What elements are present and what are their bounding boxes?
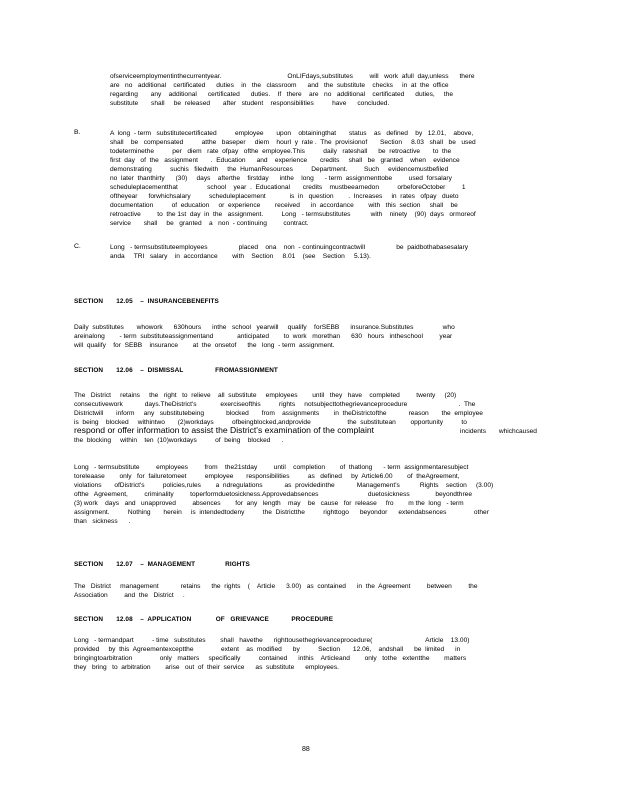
text-line: Long - termsubstitute employees from the21stday until completion of thatlong - term assignmentaresubject [74,464,469,471]
text-line: Long - termandpart - time substitutes shall havethe righttousethegrievanceprocedure( Article 13.00) [74,637,470,644]
text-line: they bring to arbitration arise out of their service as substitute employees. [74,664,339,671]
section-heading: SECTION 12.08 – APPLICATION OF GRIEVANCE PROCEDURE [74,616,334,623]
text-line: A long - term substitutecertificated employee upon obtainingthat status as defined by 12.01, above, [110,130,474,137]
text-line: The District management retains the rights ( Article 3.00) as contained in the Agreement between the [74,583,478,590]
text-line: consecutivework days.TheDistrict's exerciseofthis rights notsubjecttothegrievanceprocedure . The [74,401,476,408]
text-line: no later thanthirty (30) days afterthe firstday inthe long - term assignmenttobe used forsalary [110,175,452,182]
text-line: The District retains the right to relieve all substitute employees until they have completed twenty (20) [74,392,457,399]
text-line: will qualify for SEBB insurance at the onsetof the long - term assignment. [74,342,335,349]
page-number: 88 [302,746,310,753]
text-line: scheduleplacementthat school year . Educational credits mustbeearnedon orbeforeOctober 1 [110,184,466,191]
text-line: incidents whichcaused [460,428,537,435]
text-line: Districtwill inform any substitutebeing blocked from assignments in theDistrictofthe reason the employee [74,410,483,417]
text-line: regarding any additional certificated duties. If there are no additional certificated duties, the [110,91,454,98]
text-line: shall be compensated atthe baseper diem hourl y rate . The provisionof Section 8.03 shall be used [110,139,476,146]
text-line: is being blocked withintwo (2)workdays ofbeingblocked,andprovide the substitutean opportunity to [74,419,467,426]
text-line: respond or offer information to assist the District's examination of the complaint [74,425,375,435]
text-line: Daily substitutes whowork 630hours inthe school yearwill qualify forSEBB insurance.Substitutes who [74,324,455,331]
text-line: provided by this Agreementexceptthe extent as modified by Section 12.06, andshall be limited in [74,646,461,653]
text-line: demonstrating suchis filedwith the HumanResources Department. Such evidencemustbefiled [110,166,449,173]
text-line: assignment. Nothing herein is intendedtodeny the Districtthe righttogo beyondor extendabsences other [74,509,489,516]
text-line: violations ofDistrict's policies,rules a ndregulations as providedinthe Management's Rights section (3.00) [74,482,494,489]
text-line: anda TRI salary in accordance with Section 8.01 (see Section 5.13). [110,253,371,260]
text-line: areinalong - term substituteassignmentand anticipated to work morethan 630 hours intheschool year [74,333,453,340]
text-line: ofthe Agreement, criminality toperformduetosickness.Approvedabsences duetosickness beyondthree [74,491,473,498]
paragraph-label: B. [74,129,81,136]
text-line: (3) work days and unapproved absences for any length may be cause for release fro m the long - term [74,500,464,507]
text-line: Association and the District . [74,592,185,599]
text-line: substitute shall be released after student responsibilities have concluded. [110,100,390,107]
section-heading: SECTION 12.07 – MANAGEMENT RIGHTS [74,561,250,568]
section-heading: SECTION 12.06 – DISMISSAL FROMASSIGNMENT [74,367,278,374]
paragraph-label: C. [74,243,81,250]
section-heading: SECTION 12.05 – INSURANCEBENEFITS [74,298,219,305]
text-line: oftheyear forwhichsalary scheduleplacement is in question . Increases in rates ofpay dueto [110,193,459,200]
text-line: documentation of education or experience received in accordance with this section shall be [110,202,458,209]
text-line: first day of the assignment . Education and experience credits shall be granted when evidence [110,157,460,164]
text-line: are no additional certificated duties in the classroom and the substitute checks in at the office [110,82,449,89]
text-line: ofserviceemploymentinthecurrentyear. OnLIFdays,substitutes will work afull day,unless there [110,73,475,80]
text-line: bringingtoarbitration only matters specifically contained inthis Articleand only tothe extentthe matters [74,655,467,662]
text-line: todeterminethe per diem rate ofpay ofthe employee.This daily rateshall be retroactive to the [110,148,452,155]
text-line: retroactive to the 1st day in the assignment. Long - termsubstitutes with ninety (90) days ormoreof [110,211,476,218]
text-line: than sickness . [74,518,131,525]
text-line: toreleaase only for failuretomeet employee responsibilities as defined by Article6.00 of theAgreement, [74,473,460,480]
text-line: the blocking within ten (10)workdays of being blocked . [74,437,284,444]
text-line: Long - termsubstituteemployees placed ona non - continuingcontractwill be paidbothabasesalary [110,244,469,251]
text-line: service shall be granted a non - continuing contract. [110,220,309,227]
